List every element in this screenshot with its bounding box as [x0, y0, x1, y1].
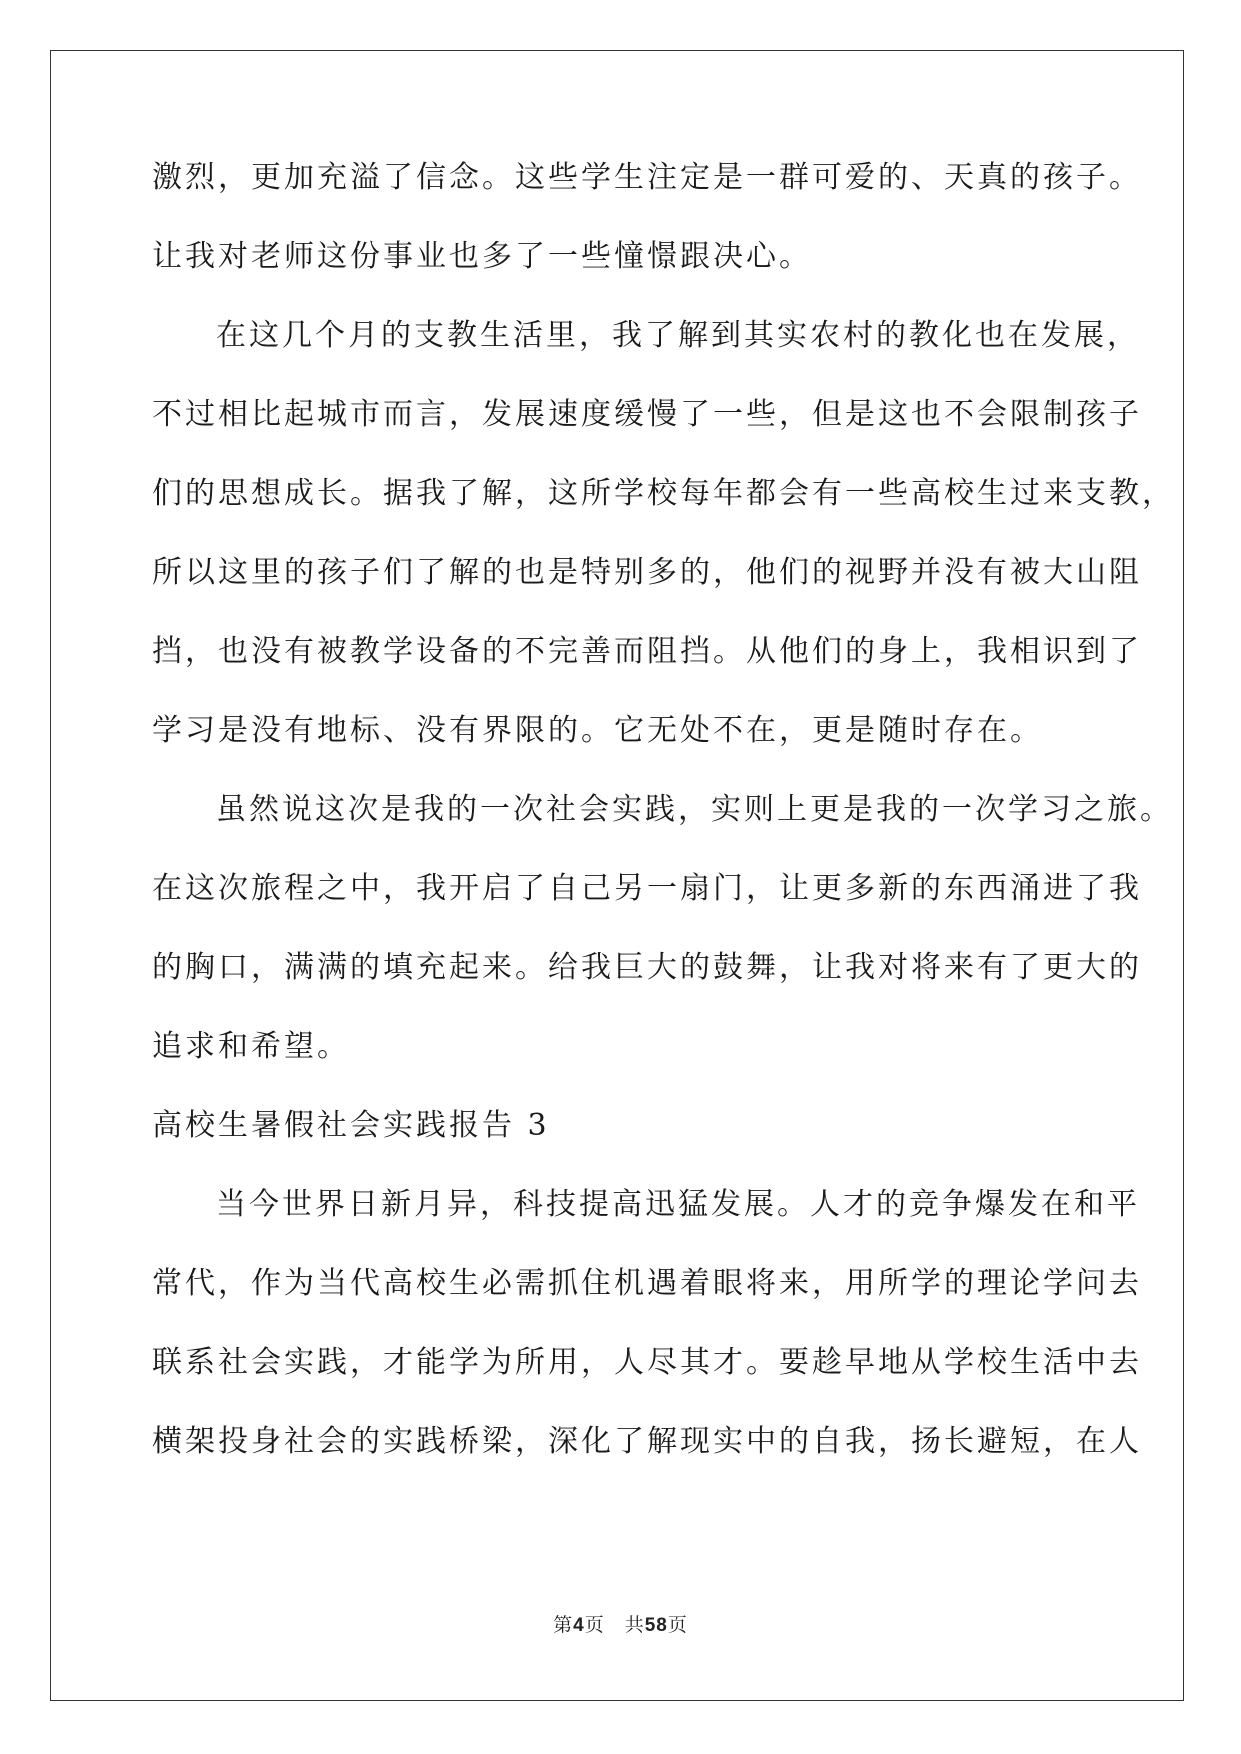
text-line-content: 挡，也没有被教学设备的不完善而阻挡。从他们的身上，我相识到了: [152, 634, 1142, 669]
text-line-content: 高校生暑假社会实践报告 3: [152, 1108, 550, 1143]
text-line-content: 虽然说这次是我的一次社会实践，实则上更是我的一次学习之旅。: [216, 792, 1173, 827]
footer-suffix: 页: [667, 1614, 688, 1636]
footer-prefix: 第: [553, 1614, 574, 1636]
text-line-content: 常代，作为当代高校生必需抓住机遇着眼将来，用所学的理论学问去: [152, 1266, 1142, 1301]
text-line-content: 所以这里的孩子们了解的也是特别多的，他们的视野并没有被大山阻: [152, 555, 1142, 590]
text-line-content: 学习是没有地标、没有界限的。它无处不在，更是随时存在。: [152, 713, 1043, 748]
text-line: [152, 1424, 1142, 1503]
text-line-content: 们的思想成长。据我了解，这所学校每年都会有一些高校生过来支教，: [152, 476, 1175, 511]
page-footer: [0, 1610, 1241, 1637]
total-page-count: 58: [644, 1615, 668, 1636]
text-line-content: 激烈，更加充溢了信念。这些学生注定是一群可爱的、天真的孩子。: [152, 160, 1142, 195]
document-body: [152, 160, 1175, 1503]
text-line-content: 追求和希望。: [152, 1029, 350, 1064]
text-line-content: 不过相比起城市而言，发展速度缓慢了一些，但是这也不会限制孩子: [152, 397, 1142, 432]
current-page-number: 4: [573, 1615, 585, 1636]
text-line-content: 横架投身社会的实践桥梁，深化了解现实中的自我，扬长避短，在人: [152, 1424, 1142, 1459]
text-line-content: 在这次旅程之中，我开启了自己另一扇门，让更多新的东西涌进了我: [152, 871, 1142, 906]
text-line-content: 让我对老师这份事业也多了一些憧憬跟决心。: [152, 239, 812, 274]
text-line-content: 的胸口，满满的填充起来。给我巨大的鼓舞，让我对将来有了更大的: [152, 950, 1142, 985]
text-line-content: 在这几个月的支教生活里，我了解到其实农村的教化也在发展，: [216, 318, 1140, 353]
text-line-content: 联系社会实践，才能学为所用，人尽其才。要趁早地从学校生活中去: [152, 1345, 1142, 1380]
footer-middle: 页 共: [584, 1614, 645, 1636]
text-line-content: 当今世界日新月异，科技提高迅猛发展。人才的竞争爆发在和平: [216, 1187, 1140, 1222]
